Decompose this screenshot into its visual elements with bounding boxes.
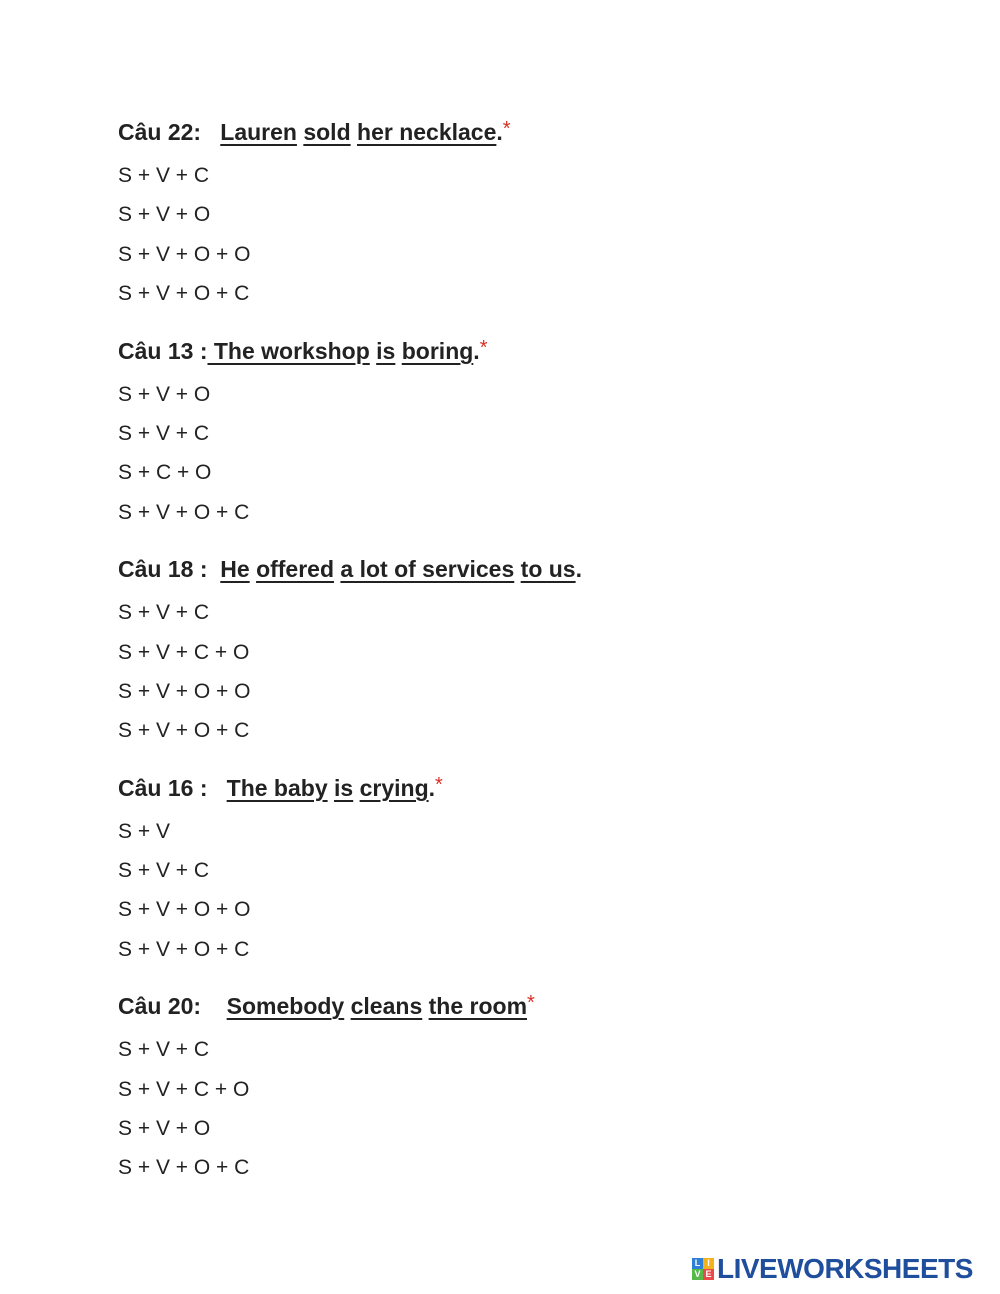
- answer-option[interactable]: S + V + C + O: [118, 1077, 250, 1101]
- liveworksheets-logo-icon: [692, 1258, 714, 1280]
- answer-options: [118, 812, 958, 970]
- underlined-sentence-part: her necklace: [357, 119, 497, 145]
- logo-icon-letter: I: [703, 1258, 714, 1269]
- logo-icon-letter: L: [692, 1258, 703, 1269]
- question-text: Câu 22:: [118, 119, 221, 145]
- answer-option[interactable]: S + V + C: [118, 601, 210, 625]
- question-title: [118, 332, 958, 370]
- logo-text: LIVEWORKSHEETS: [717, 1253, 973, 1284]
- question-block: [118, 550, 958, 751]
- answer-option[interactable]: S + V + C: [118, 1038, 210, 1062]
- answer-option[interactable]: S + V + O + O: [118, 242, 251, 266]
- question-block: [118, 113, 958, 314]
- underlined-sentence-part: the room: [428, 993, 528, 1020]
- question-text: Câu 13 :: [118, 337, 208, 364]
- question-text: Câu 20:: [118, 993, 227, 1020]
- underlined-sentence-part: He: [220, 556, 250, 583]
- answer-option[interactable]: S + V + O + O: [118, 898, 251, 922]
- underlined-sentence-part: The baby: [226, 774, 328, 801]
- worksheet: [118, 113, 958, 1206]
- question-text: Câu 18 :: [118, 556, 221, 583]
- answer-option[interactable]: S + V + O + C: [118, 500, 250, 524]
- question-title: [118, 113, 958, 151]
- answer-option[interactable]: S + V + C + O: [118, 640, 250, 664]
- required-asterisk: *: [502, 118, 511, 140]
- answer-option[interactable]: S + V + C: [118, 859, 210, 883]
- required-asterisk: *: [527, 992, 535, 1015]
- underlined-sentence-part: to us: [520, 556, 576, 583]
- answer-option[interactable]: S + V + C: [118, 421, 210, 445]
- underlined-sentence-part: is: [376, 337, 396, 364]
- answer-option[interactable]: S + V + O + O: [118, 679, 251, 703]
- question-text: Câu 16 :: [118, 774, 227, 801]
- required-asterisk: *: [435, 773, 443, 796]
- underlined-sentence-part: The workshop: [207, 337, 370, 364]
- underlined-sentence-part: is: [334, 774, 354, 801]
- answer-options: [118, 1030, 958, 1188]
- underlined-sentence-part: a lot of services: [340, 556, 515, 583]
- underlined-sentence-part: Lauren: [220, 119, 297, 145]
- question-block: [118, 987, 958, 1188]
- answer-options: [118, 156, 958, 314]
- answer-option[interactable]: S + V: [118, 819, 170, 843]
- answer-option[interactable]: S + V + C: [118, 164, 210, 187]
- question-text: .: [575, 556, 582, 583]
- question-title: [118, 987, 958, 1025]
- question-block: [118, 769, 958, 970]
- liveworksheets-logo: [692, 1254, 973, 1284]
- underlined-sentence-part: boring: [401, 337, 474, 364]
- underlined-sentence-part: Somebody: [226, 993, 345, 1020]
- question-text: .: [428, 774, 436, 801]
- logo-icon-letter: V: [692, 1269, 703, 1280]
- question-text: .: [473, 337, 480, 364]
- answer-option[interactable]: S + C + O: [118, 461, 212, 485]
- answer-options: [118, 375, 958, 533]
- answer-option[interactable]: S + V + O + C: [118, 937, 250, 961]
- answer-option[interactable]: S + V + O: [118, 382, 211, 406]
- underlined-sentence-part: crying: [359, 774, 429, 801]
- answer-option[interactable]: S + V + O: [118, 203, 211, 227]
- required-asterisk: *: [479, 336, 488, 359]
- underlined-sentence-part: cleans: [350, 993, 423, 1020]
- answer-option[interactable]: S + V + O + C: [118, 719, 250, 743]
- answer-options: [118, 593, 958, 751]
- underlined-sentence-part: offered: [256, 556, 335, 583]
- underlined-sentence-part: sold: [303, 119, 351, 145]
- logo-icon-letter: E: [703, 1269, 714, 1280]
- question-text: .: [496, 119, 503, 145]
- answer-option[interactable]: S + V + O + C: [118, 1156, 250, 1180]
- answer-option[interactable]: S + V + O + C: [118, 282, 250, 306]
- answer-option[interactable]: S + V + O: [118, 1117, 211, 1141]
- question-title: [118, 550, 958, 588]
- question-block: [118, 332, 958, 533]
- question-title: [118, 769, 958, 807]
